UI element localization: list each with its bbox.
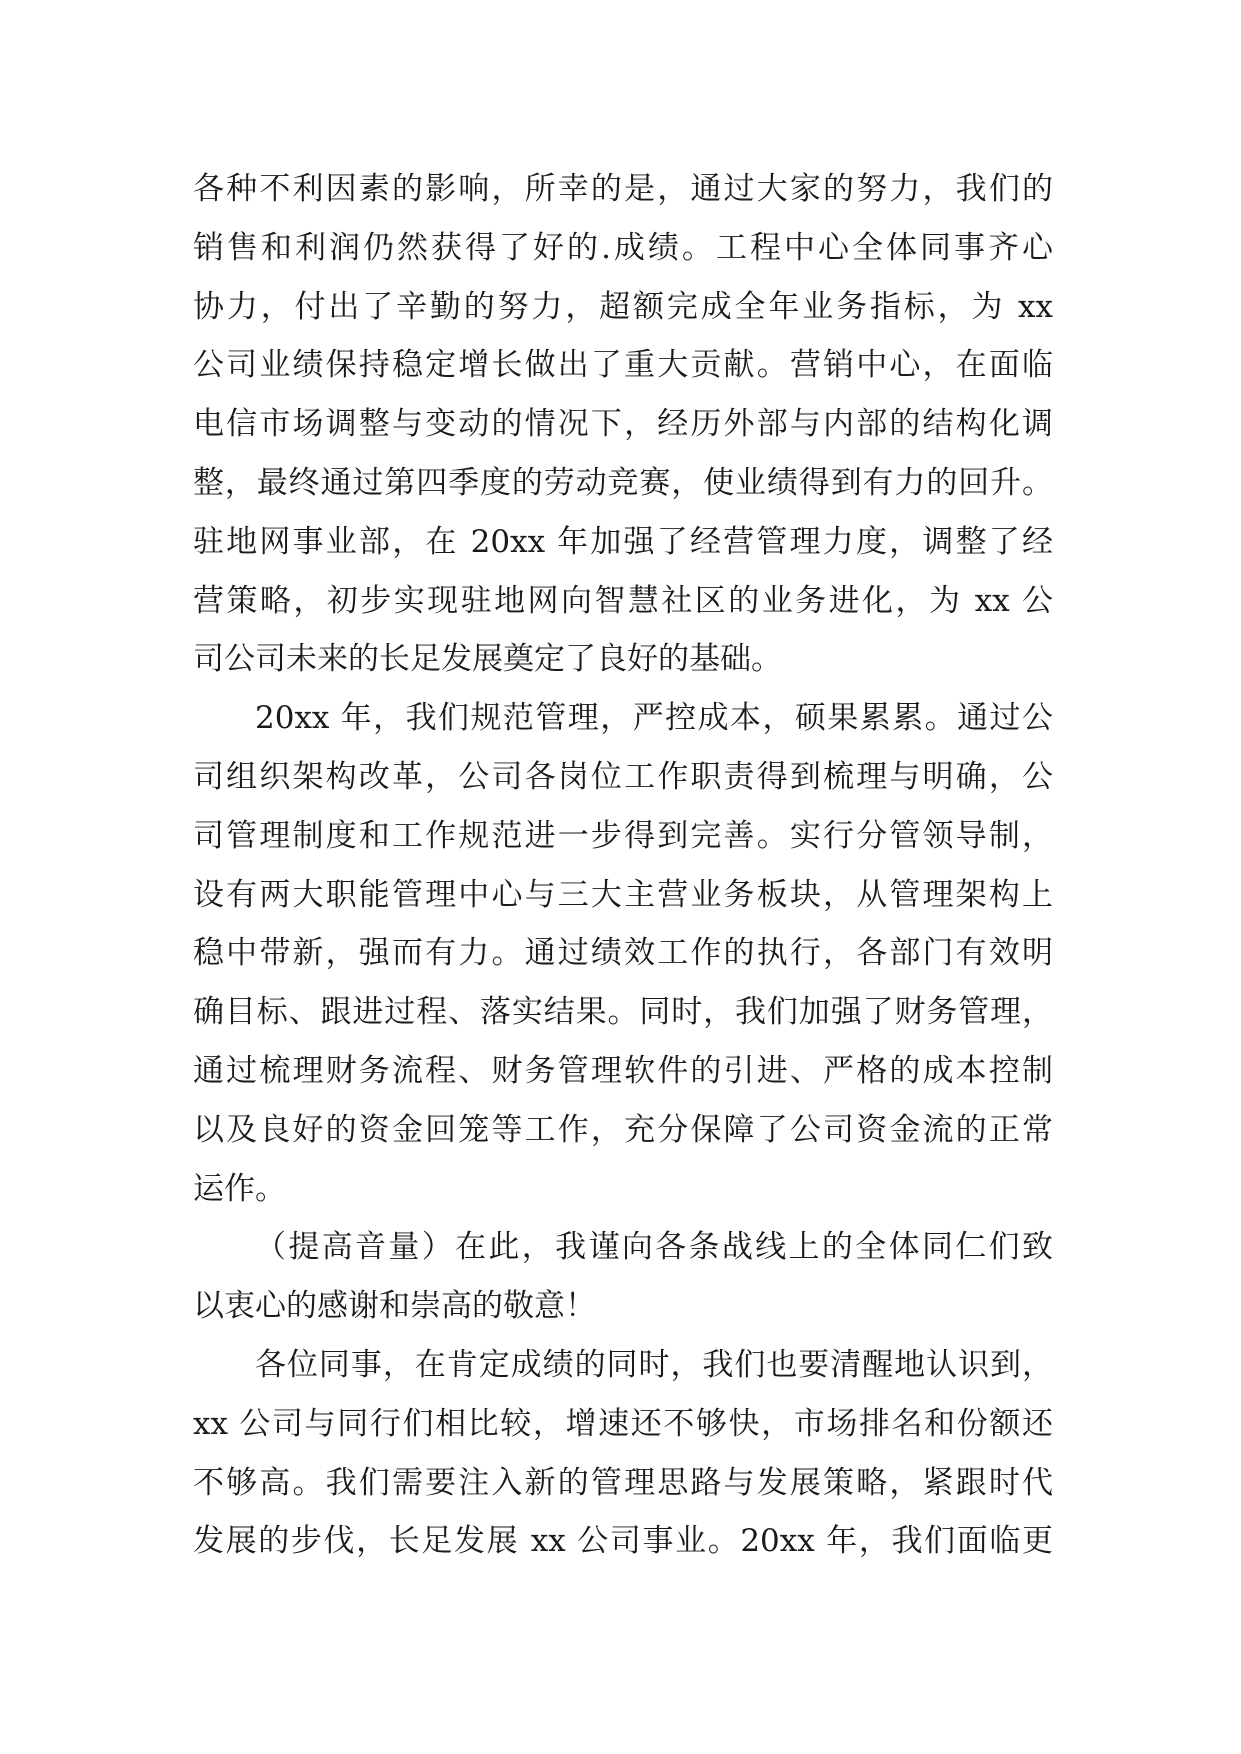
text-line: 不够高。我们需要注入新的管理思路与发展策略，紧跟时代 (193, 1464, 1053, 1501)
text-line: 以及良好的资金回笼等工作，充分保障了公司资金流的正常 (193, 1111, 1053, 1148)
text-line: 运作。 (193, 1170, 286, 1207)
text-line: 20xx 年，我们规范管理，严控成本，硕果累累。通过公 (255, 700, 1053, 737)
text-line: 协力，付出了辛勤的努力，超额完成全年业务指标，为 xx (193, 288, 1053, 325)
text-line: 各种不利因素的影响，所幸的是，通过大家的努力，我们的 (193, 171, 1053, 207)
text-line: 稳中带新，强而有力。通过绩效工作的执行，各部门有效明 (193, 935, 1053, 972)
text-line: 以衷心的感谢和崇高的敬意！ (193, 1288, 596, 1325)
paragraph-3 (193, 1218, 1053, 1336)
document-body (193, 160, 1053, 1571)
text-line: 营策略，初步实现驻地网向智慧社区的业务进化，为 xx 公 (193, 582, 1053, 619)
paragraph-4 (193, 1336, 1053, 1571)
text-line: 发展的步伐，长足发展 xx 公司事业。20xx 年，我们面临更 (193, 1523, 1053, 1560)
text-line: （提高音量）在此，我谨向各条战线上的全体同仁们致 (255, 1229, 1053, 1266)
text-line: xx 公司与同行们相比较，增速还不够快，市场排名和份额还 (193, 1405, 1053, 1442)
paragraph-1 (193, 160, 1053, 689)
text-line: 整，最终通过第四季度的劳动竞赛，使业绩得到有力的回升。 (193, 464, 1053, 501)
text-line: 销售和利润仍然获得了好的.成绩。工程中心全体同事齐心 (193, 229, 1053, 266)
text-line: 公司业绩保持稳定增长做出了重大贡献。营销中心，在面临 (193, 347, 1053, 384)
text-line: 通过梳理财务流程、财务管理软件的引进、严格的成本控制 (193, 1052, 1053, 1089)
text-line: 司组织架构改革，公司各岗位工作职责得到梳理与明确，公 (193, 758, 1053, 795)
text-line: 司公司未来的长足发展奠定了良好的基础。 (193, 641, 782, 678)
paragraph-2 (193, 689, 1053, 1218)
text-line: 驻地网事业部，在 20xx 年加强了经营管理力度，调整了经 (193, 523, 1053, 560)
text-line: 各位同事，在肯定成绩的同时，我们也要清醒地认识到， (255, 1346, 1053, 1383)
text-line: 司管理制度和工作规范进一步得到完善。实行分管领导制， (193, 817, 1053, 854)
text-line: 确目标、跟进过程、落实结果。同时，我们加强了财务管理， (193, 994, 1053, 1031)
text-line: 设有两大职能管理中心与三大主营业务板块，从管理架构上 (193, 876, 1053, 913)
text-line: 电信市场调整与变动的情况下，经历外部与内部的结构化调 (193, 406, 1053, 443)
